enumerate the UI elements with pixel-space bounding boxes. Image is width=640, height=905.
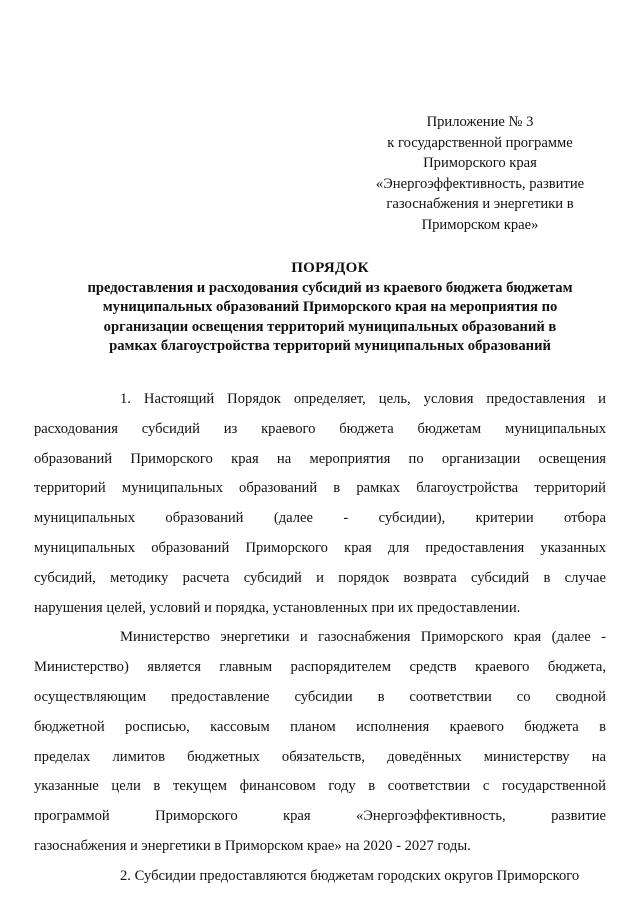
text-line: Министерство) является главным распорядителем средств краевого бюджета, bbox=[34, 659, 606, 676]
text-line: 1. Настоящий Порядок определяет, цель, условия предоставления и bbox=[120, 391, 606, 407]
title-line: организации освещения территорий муниципальных образований в bbox=[103, 318, 557, 335]
text-line: пределах лимитов бюджетных обязательств, доведённых министерству на bbox=[34, 748, 606, 765]
text-line: расходования субсидий из краевого бюджета бюджетам муниципальных bbox=[34, 420, 606, 437]
appendix-line: Приморском крае» bbox=[421, 216, 539, 233]
appendix-line: Приложение № 3 bbox=[426, 114, 534, 130]
text-line: муниципальных образований (далее - субсидии), критерии отбора bbox=[34, 510, 606, 527]
text-line: Министерство энергетики и газоснабжения Приморского края (далее - bbox=[120, 629, 606, 646]
paragraph-2 bbox=[34, 623, 606, 861]
document-title bbox=[60, 259, 600, 357]
document-body bbox=[34, 385, 606, 892]
title-line: рамках благоустройства территорий муниципальных образований bbox=[109, 338, 551, 354]
text-line: указанные цели в текущем финансовом году в соответствии с государственной bbox=[34, 778, 606, 795]
text-line: программой Приморского края «Энергоэффективность, развитие bbox=[34, 808, 606, 825]
appendix-line: Приморского края bbox=[423, 155, 537, 171]
text-line: 2. Субсидии предоставляются бюджетам городских округов Приморского bbox=[120, 867, 580, 884]
text-line: территорий муниципальных образований в рамках благоустройства территорий bbox=[34, 480, 606, 497]
appendix-header bbox=[330, 112, 630, 235]
text-line: нарушения целей, условий и порядка, установленных при их предоставлении. bbox=[34, 599, 521, 616]
text-line: бюджетной росписью, кассовым планом исполнения краевого бюджета в bbox=[34, 718, 606, 735]
text-line: муниципальных образований Приморского края для предоставления указанных bbox=[34, 539, 606, 556]
text-line: осуществляющим предоставление субсидии в соответствии со сводной bbox=[34, 688, 606, 705]
appendix-line: к государственной программе bbox=[387, 134, 573, 151]
paragraph-1 bbox=[34, 385, 606, 623]
title-line: муниципальных образований Приморского края на мероприятия по bbox=[102, 299, 558, 315]
text-line: субсидий, методику расчета субсидий и порядок возврата субсидий в случае bbox=[34, 569, 606, 586]
title-heading: ПОРЯДОК bbox=[291, 260, 369, 276]
text-line: газоснабжения и энергетики в Приморском крае» на 2020 - 2027 годы. bbox=[34, 837, 471, 854]
text-line: образований Приморского края на мероприятия по организации освещения bbox=[34, 450, 606, 467]
title-line: предоставления и расходования субсидий из краевого бюджета бюджетам bbox=[87, 279, 573, 296]
appendix-line: «Энергоэффективность, развитие bbox=[375, 175, 585, 192]
appendix-line: газоснабжения и энергетики в bbox=[386, 196, 574, 212]
paragraph-3 bbox=[86, 862, 606, 892]
